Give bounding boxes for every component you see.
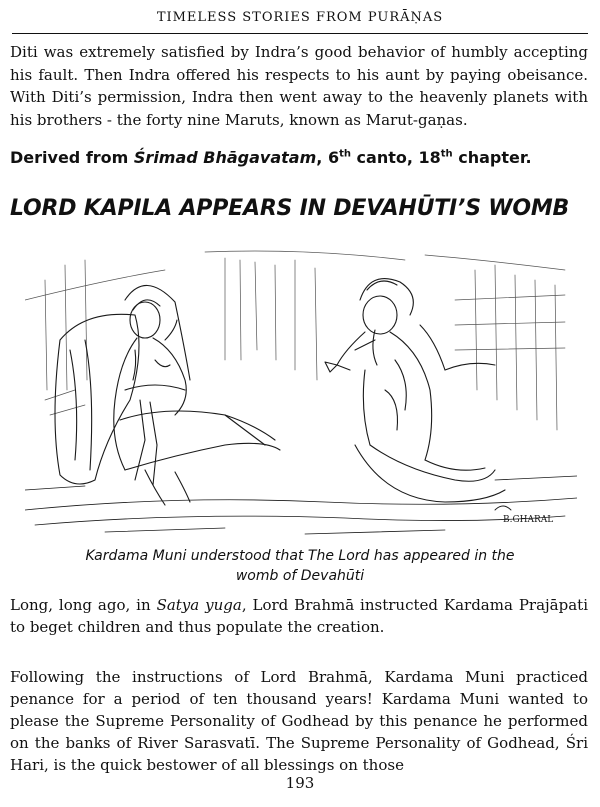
background-hatching (25, 251, 565, 430)
paragraph-2-after: , Lord Brahmā instructed Kardama Prajāpati to beget children and thus populate the creation. (10, 596, 588, 636)
devahuti-figure (114, 285, 280, 505)
caption-line-2: womb of Devahūti (235, 568, 365, 584)
source-prefix: Derived from (10, 148, 134, 167)
paragraph-2 (10, 594, 588, 638)
chapter-suffix: th (440, 148, 453, 160)
source-book: Śrimad Bhāgavatam (133, 148, 317, 167)
header-rule (12, 33, 588, 34)
intro-paragraph: Diti was extremely satisfied by Indra’s good behavior of humbly accepting his fault. Then Indra offered his respects to his aunt by paying obeisance. With Diti’s permission, Indra then went away to the heavenly planets with his brothers - the forty nine Maruts, known as Marut-gaṇas. (10, 43, 588, 129)
running-header: TIMELESS STORIES FROM PURĀṆAS (156, 10, 444, 25)
source-citation (10, 148, 532, 167)
canto-number: 6 (327, 148, 340, 167)
paragraph-2-emphasis: Satya yuga (156, 596, 242, 614)
chapter-number: 18 (418, 148, 441, 167)
kardama-muni-figure (325, 279, 505, 502)
page-number: 193 (285, 774, 315, 792)
caption-line-1: Kardama Muni understood that The Lord has appeared in the (85, 548, 515, 564)
source-comma: , (316, 148, 328, 167)
signature-mark (495, 506, 511, 510)
illustration-caption (10, 546, 590, 586)
canto-word: canto, (350, 148, 419, 167)
canto-suffix: th (339, 148, 351, 160)
cushion (55, 314, 139, 484)
illustration-kardama-devahuti (25, 240, 577, 540)
artist-signature: B.GHARAL (503, 515, 554, 525)
paragraph-3: Following the instructions of Lord Brahmā, Kardama Muni practiced penance for a period of ten thousand years! Kardama Muni wanted to please the Supreme Personality of Godhead by this penance he performed on the banks of River Sarasvatī. The Supreme Personality of Godhead, Śri Hari, is the quick bestower of all blessings on those (10, 668, 588, 774)
ground-lines (25, 476, 577, 534)
paragraph-2-before: Long, long ago, in (10, 596, 157, 614)
chapter-title: LORD KAPILA APPEARS IN DEVAHŪTI’S WOMB (10, 196, 570, 221)
chapter-word: chapter. (452, 148, 532, 167)
